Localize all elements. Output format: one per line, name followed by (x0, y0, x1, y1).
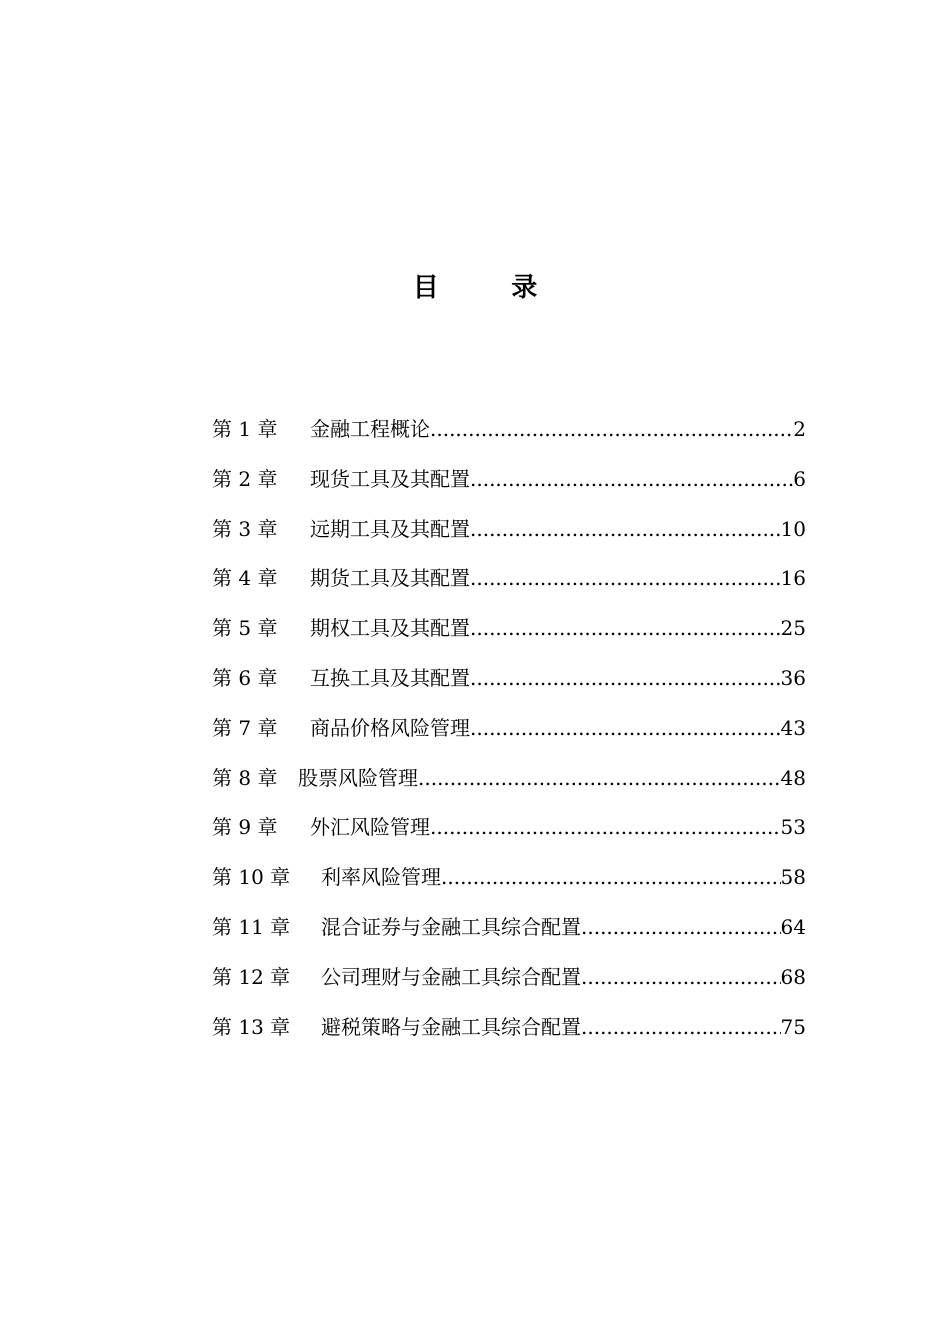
chapter-title: 利率风险管理 (321, 865, 441, 890)
chapter-number: 第 10 章 (212, 865, 291, 890)
dot-leader (418, 760, 781, 796)
page-number: 43 (780, 715, 806, 740)
page-number: 25 (780, 616, 806, 641)
dot-leader (581, 1009, 781, 1045)
toc-entry-8[interactable] (212, 760, 806, 810)
chapter-title: 期权工具及其配置 (310, 616, 470, 641)
toc-entry-2[interactable] (212, 461, 806, 511)
toc-entry-11[interactable] (212, 909, 806, 959)
chapter-title: 现货工具及其配置 (310, 466, 470, 491)
dot-leader (581, 909, 781, 945)
dot-leader (441, 859, 781, 895)
toc-entry-5[interactable] (212, 610, 806, 660)
dot-leader (430, 411, 793, 447)
page-number: 68 (780, 964, 806, 989)
page-number: 36 (780, 665, 806, 690)
toc-entry-3[interactable] (212, 511, 806, 561)
chapter-title: 混合证券与金融工具综合配置 (321, 914, 581, 939)
chapter-number: 第 7 章 (212, 715, 278, 740)
toc-entry-1[interactable] (212, 411, 806, 461)
chapter-number: 第 6 章 (212, 665, 278, 690)
table-of-contents (212, 411, 806, 1058)
dot-leader (470, 461, 793, 497)
chapter-number: 第 11 章 (212, 914, 291, 939)
chapter-title: 远期工具及其配置 (310, 516, 470, 541)
chapter-title: 期货工具及其配置 (310, 566, 470, 591)
chapter-number: 第 12 章 (212, 964, 291, 989)
toc-entry-12[interactable] (212, 959, 806, 1009)
chapter-number: 第 13 章 (212, 1014, 291, 1039)
chapter-title: 互换工具及其配置 (310, 665, 470, 690)
toc-entry-9[interactable] (212, 809, 806, 859)
chapter-number: 第 2 章 (212, 466, 278, 491)
toc-entry-10[interactable] (212, 859, 806, 909)
chapter-number: 第 9 章 (212, 815, 278, 840)
page-number: 2 (793, 417, 806, 441)
page-number: 6 (793, 466, 806, 491)
page-number: 75 (780, 1014, 806, 1039)
chapter-title: 公司理财与金融工具综合配置 (321, 964, 581, 989)
page-number: 10 (780, 516, 806, 541)
chapter-number: 第 4 章 (212, 566, 278, 591)
chapter-number: 第 5 章 (212, 616, 278, 641)
chapter-number: 第 3 章 (212, 516, 278, 541)
page-number: 58 (780, 865, 806, 890)
dot-leader (470, 710, 781, 746)
toc-entry-4[interactable] (212, 560, 806, 610)
dot-leader (470, 511, 781, 547)
toc-entry-7[interactable] (212, 710, 806, 760)
toc-entry-6[interactable] (212, 660, 806, 710)
dot-leader (470, 560, 781, 596)
dot-leader (430, 809, 781, 845)
page-number: 53 (780, 815, 806, 840)
chapter-title: 金融工程概论 (310, 417, 430, 441)
chapter-title: 股票风险管理 (298, 765, 418, 790)
chapter-number: 第 1 章 (212, 417, 278, 441)
page-number: 16 (780, 566, 806, 591)
chapter-title: 避税策略与金融工具综合配置 (321, 1014, 581, 1039)
page-number: 48 (780, 765, 806, 790)
chapter-title: 外汇风险管理 (310, 815, 430, 840)
dot-leader (581, 959, 781, 995)
chapter-title: 商品价格风险管理 (310, 715, 470, 740)
page-number: 64 (780, 914, 806, 939)
dot-leader (470, 660, 781, 696)
toc-entry-13[interactable] (212, 1009, 806, 1059)
chapter-number: 第 8 章 (212, 765, 278, 790)
dot-leader (470, 610, 781, 646)
page-title: 目 录 (412, 273, 538, 303)
